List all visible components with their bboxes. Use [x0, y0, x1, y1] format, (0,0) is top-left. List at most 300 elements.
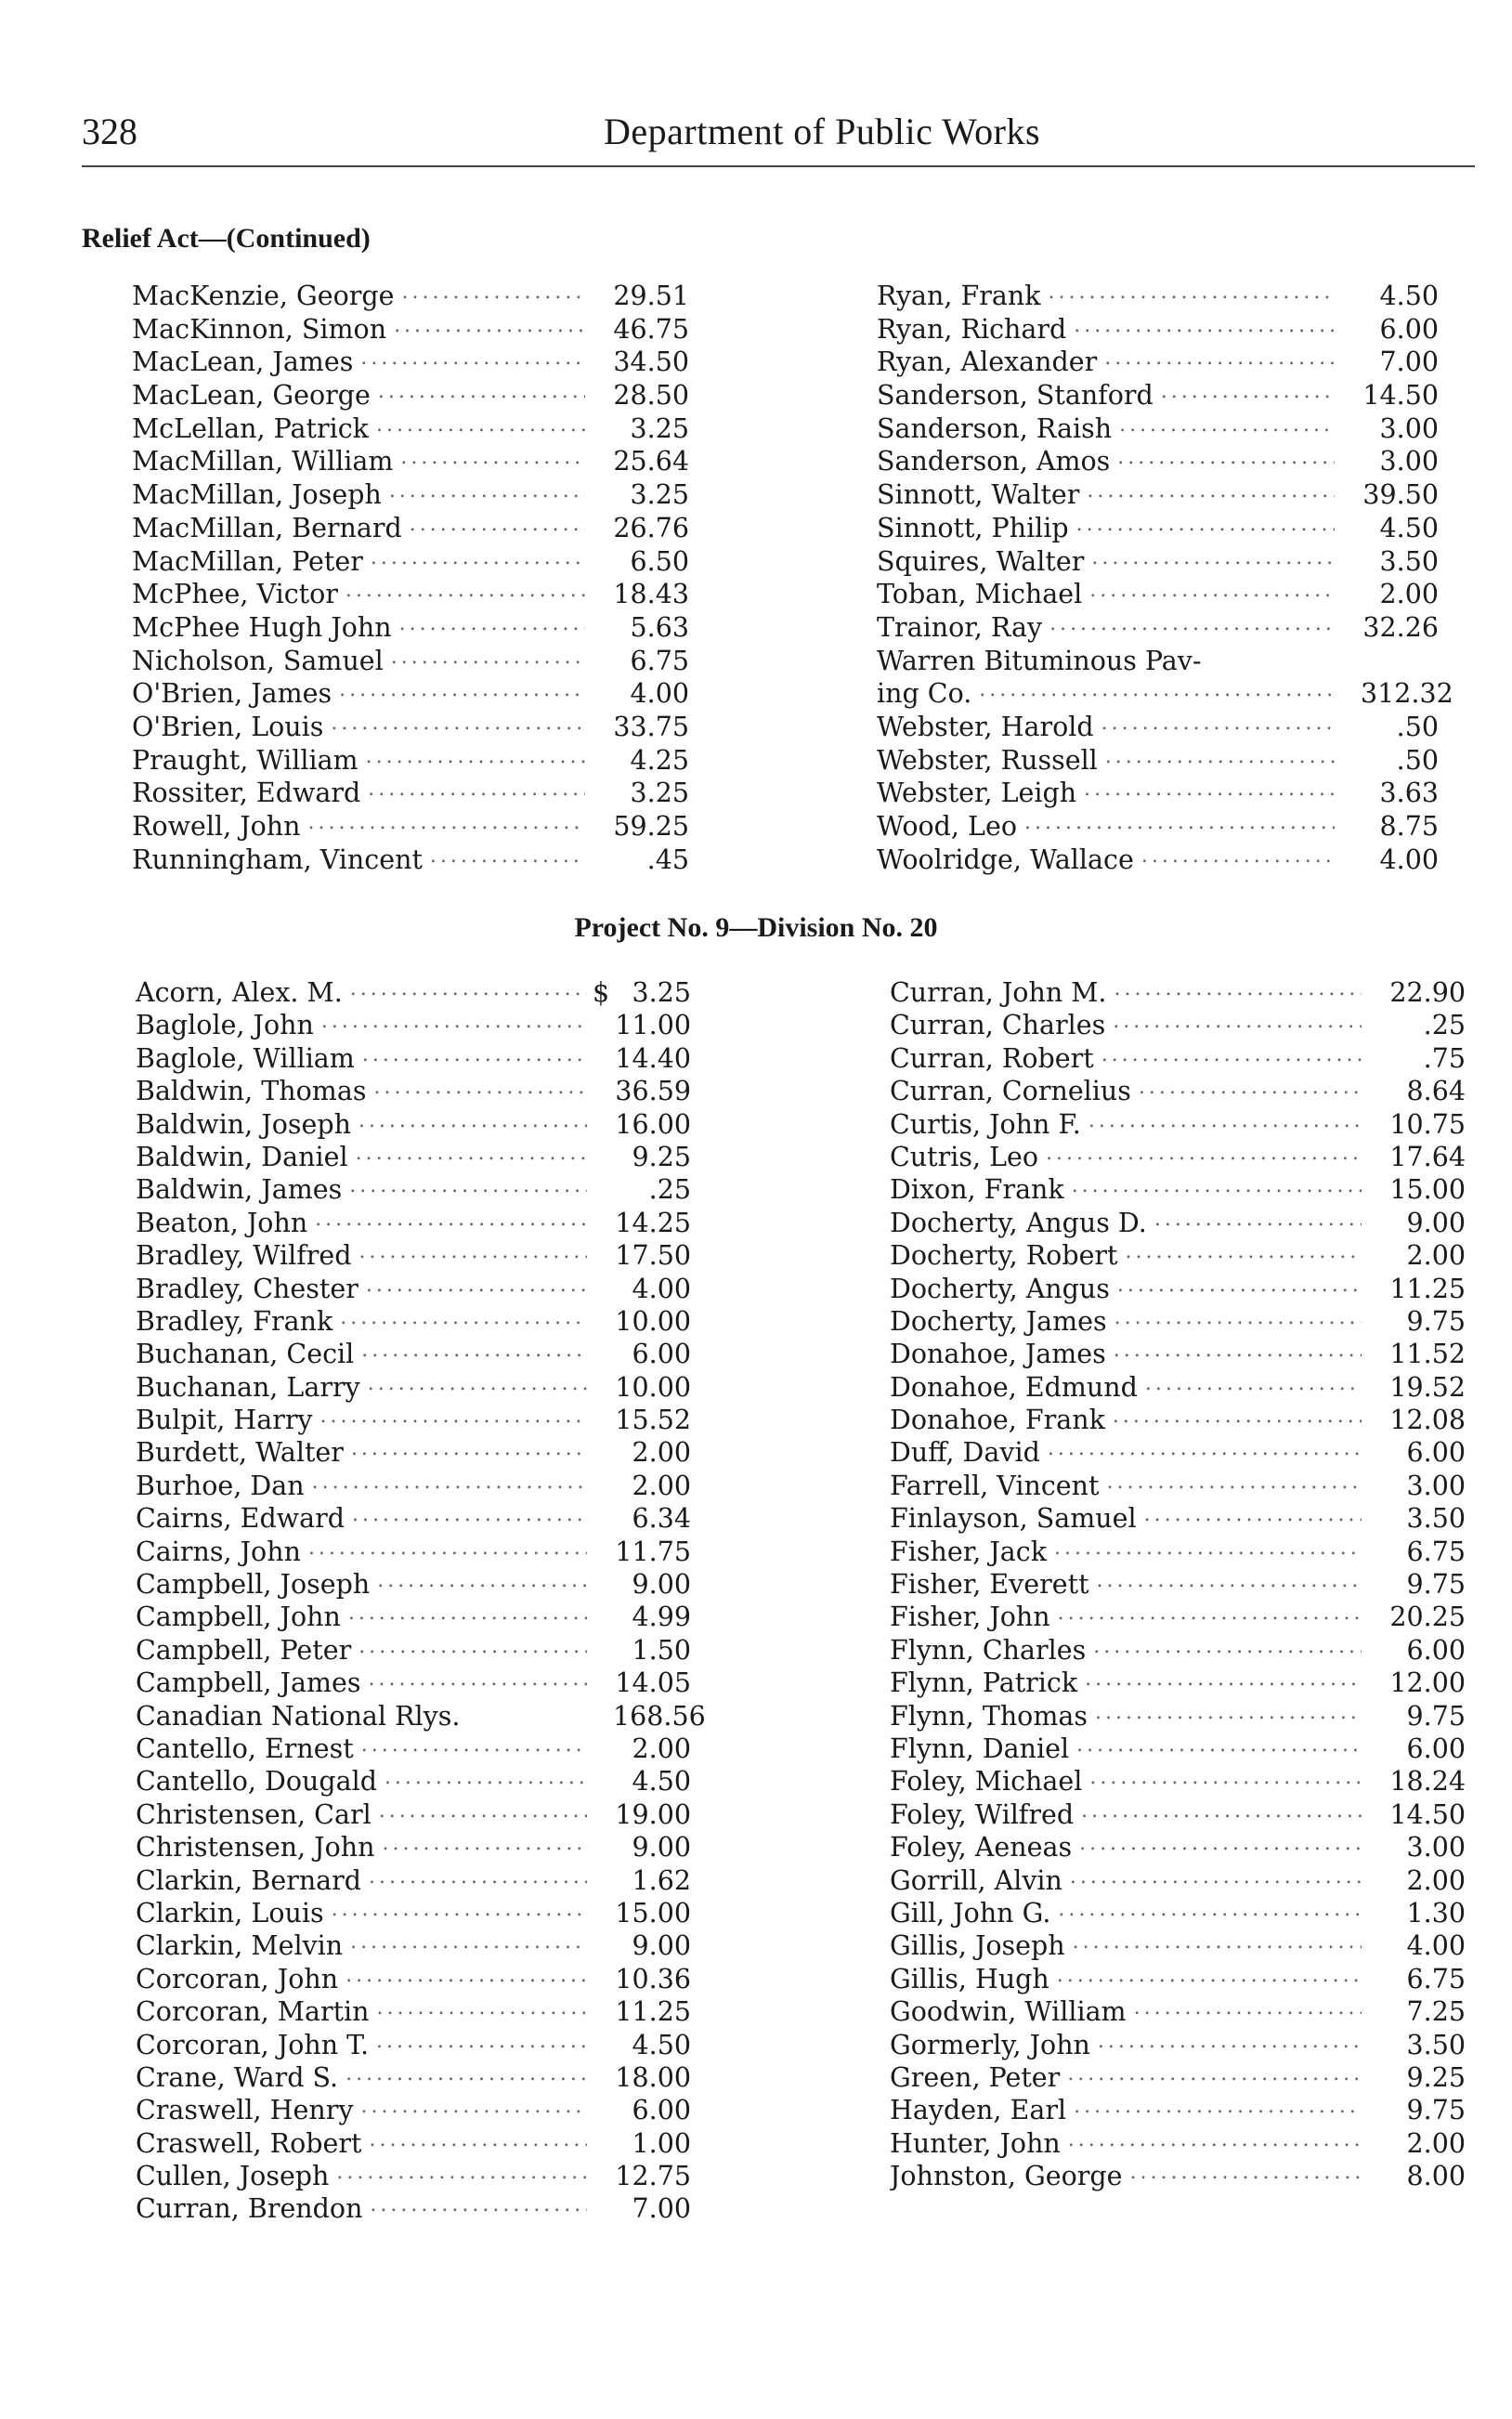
entry-name-text: Buchanan, Cecil: [136, 1339, 355, 1370]
entry-name: [132, 380, 591, 411]
relief-act-column-right: [877, 281, 1453, 877]
dot-leader: [1076, 1733, 1362, 1764]
entry-name: [136, 1964, 593, 1994]
entry-amount: 6.00: [632, 1339, 691, 1370]
dot-leader: [362, 1043, 587, 1074]
dot-leader: [1101, 712, 1335, 742]
entry-name: [132, 844, 591, 875]
list-item: [136, 1964, 691, 1996]
entry-name-text: Green, Peter: [890, 2061, 1061, 2093]
entry-name-text: Christensen, John: [136, 1832, 375, 1863]
entry-name-text: Gormerly, John: [890, 2029, 1090, 2060]
dot-leader: [1049, 612, 1335, 643]
entry-name: [877, 314, 1340, 345]
list-item: [890, 1240, 1466, 1273]
entry-name-text: Cullen, Joseph: [136, 2161, 330, 2192]
entry-amount: 3.00: [1406, 1832, 1466, 1863]
dot-leader: [1073, 1930, 1362, 1961]
dot-leader: [1058, 1602, 1362, 1632]
dot-leader: [1074, 314, 1335, 345]
list-item: [136, 1010, 691, 1042]
entry-name-text: Trainor, Ray: [877, 611, 1043, 643]
list-item: [890, 1733, 1466, 1766]
entry-amount: 19.52: [1389, 1371, 1466, 1403]
page-header: [82, 110, 1475, 153]
list-item: [136, 1503, 691, 1536]
entry-amount: 25.64: [613, 446, 689, 477]
list-item: [890, 2128, 1466, 2161]
entry-name-text: Flynn, Daniel: [890, 1733, 1070, 1764]
entry-name-text: Clarkin, Bernard: [136, 1864, 362, 1896]
entry-amount: 4.25: [630, 744, 689, 776]
entry-amount: 1.30: [1406, 1897, 1466, 1929]
entry-name-text: Flynn, Thomas: [890, 1700, 1088, 1732]
entry-name-text: Curran, Cornelius: [890, 1076, 1131, 1107]
entry-amount: 6.00: [1406, 1733, 1466, 1764]
list-item: [136, 1569, 691, 1602]
entry-name-text: Crane, Ward S.: [136, 2061, 339, 2093]
list-item: [136, 2161, 691, 2193]
entry-name: [136, 1569, 593, 1600]
list-item: [890, 1437, 1466, 1470]
entry-name-text: Webster, Russell: [877, 744, 1098, 776]
dot-leader: [1098, 2030, 1362, 2060]
entry-amount: 33.75: [613, 711, 689, 742]
entry-name-text: Clarkin, Melvin: [136, 1930, 344, 1962]
entry-name-text: Bulpit, Harry: [136, 1405, 313, 1436]
entry-amount: 10.00: [615, 1371, 691, 1403]
entry-name-text: Ryan, Alexander: [877, 347, 1098, 378]
dot-leader: [1114, 1306, 1362, 1337]
entry-name: [877, 844, 1340, 875]
list-item: [877, 347, 1439, 380]
entry-amount: 14.50: [1389, 1798, 1466, 1830]
list-item: [890, 1471, 1466, 1503]
entry-name-text: Webster, Leigh: [877, 778, 1077, 809]
list-item: [136, 1799, 691, 1832]
entry-name-text: Baglole, John: [136, 1010, 314, 1041]
entry-name: [136, 1536, 593, 1567]
entry-name-text: Finlayson, Samuel: [890, 1503, 1137, 1535]
list-item: [136, 1832, 691, 1864]
entry-amount: 4.00: [1406, 1930, 1466, 1962]
entry-name: [890, 977, 1367, 1008]
entry-amount: 3.50: [1406, 2029, 1466, 2060]
entry-amount: 7.00: [1379, 347, 1439, 378]
entry-amount: 14.25: [615, 1207, 691, 1238]
entry-amount: 2.00: [1406, 1240, 1466, 1272]
entry-name-text: Squires, Walter: [877, 545, 1085, 577]
entry-amount: 18.43: [613, 579, 689, 610]
list-item: [877, 314, 1439, 347]
list-item: [136, 1865, 691, 1898]
dot-leader: [1139, 1076, 1362, 1106]
list-item: [890, 1010, 1466, 1042]
dot-leader: [391, 646, 585, 676]
entry-name-text: Foley, Wilfred: [890, 1798, 1075, 1830]
entry-amount: .75: [1423, 1042, 1466, 1074]
list-item: [136, 1733, 691, 1766]
entry-name: [877, 546, 1340, 577]
list-item: [132, 646, 689, 679]
dot-leader: [369, 2128, 587, 2159]
entry-name-text: Campbell, Joseph: [136, 1569, 371, 1601]
dot-leader: [979, 678, 1335, 709]
entry-name-text: Cairns, Edward: [136, 1503, 345, 1535]
list-item: [890, 2161, 1466, 2193]
entry-amount: 14.05: [615, 1667, 691, 1699]
entry-name-text: Hunter, John: [890, 2127, 1061, 2159]
entry-amount: 3.25: [630, 778, 689, 809]
dot-leader: [348, 1602, 587, 1632]
list-item: [136, 1174, 691, 1207]
list-item: [136, 2095, 691, 2127]
running-head: Department of Public Works: [604, 111, 1041, 152]
entry-name-text: Gorrill, Alvin: [890, 1864, 1062, 1896]
entry-amount: .50: [1396, 744, 1439, 776]
list-item: [890, 1996, 1466, 2029]
dot-leader: [315, 1208, 587, 1238]
entry-name-text: Donahoe, Edmund: [890, 1371, 1138, 1403]
list-item: [890, 977, 1466, 1010]
entry-name-text: MacKenzie, George: [132, 281, 395, 311]
list-item: [136, 1274, 691, 1306]
entry-name: [890, 1635, 1367, 1666]
entry-name: [877, 281, 1340, 311]
entry-name-text: MacMillan, William: [132, 446, 394, 477]
entry-amount: 3.25: [632, 977, 691, 1008]
entry-name-text: Cantello, Dougald: [136, 1766, 377, 1798]
entry-name-text: Baldwin, Daniel: [136, 1141, 348, 1172]
entry-amount: 10.00: [615, 1305, 691, 1337]
dot-leader: [1054, 1536, 1362, 1567]
entry-name: [132, 778, 591, 808]
list-item: [877, 281, 1439, 314]
entry-amount: 26.76: [613, 512, 689, 543]
relief-act-column-left: [132, 281, 689, 877]
entry-name: [890, 1109, 1367, 1140]
entry-name-text: Foley, Michael: [890, 1766, 1083, 1798]
list-item: [890, 1076, 1466, 1108]
entry-name-text: Baldwin, Joseph: [136, 1108, 351, 1140]
entry-name: [136, 1635, 593, 1666]
list-item: [890, 1569, 1466, 1602]
entry-name: [132, 579, 591, 609]
entry-amount: 1.50: [632, 1634, 691, 1666]
dot-leader: [1084, 778, 1335, 808]
entry-name: [136, 977, 593, 1008]
list-item: [877, 413, 1439, 447]
entry-name: [877, 513, 1340, 543]
dot-leader: [1089, 1766, 1362, 1797]
entry-name-text: Cutris, Leo: [890, 1141, 1039, 1172]
list-item: [890, 1174, 1466, 1207]
dot-leader: [332, 1898, 587, 1929]
entry-name-text: Docherty, Angus: [890, 1273, 1110, 1304]
entry-name: [890, 2128, 1367, 2159]
dot-leader: [358, 1109, 587, 1140]
entry-name: [136, 1010, 593, 1040]
entry-name: [890, 1208, 1367, 1238]
entry-amount: 11.00: [615, 1010, 691, 1041]
entry-amount: 312.32: [1361, 678, 1453, 710]
list-item: [877, 745, 1439, 778]
list-item: [132, 546, 689, 580]
entry-name-text: Wood, Leo: [877, 811, 1017, 842]
entry-name-text: Ryan, Richard: [877, 313, 1067, 345]
entry-amount: 7.25: [1406, 1996, 1466, 2028]
page-number: 328: [82, 111, 137, 152]
dot-leader: [1074, 2095, 1362, 2125]
list-item: [877, 678, 1453, 712]
entry-amount: 2.00: [1406, 2127, 1466, 2159]
list-item: [136, 1109, 691, 1142]
entry-name-text: Docherty, Robert: [890, 1240, 1118, 1272]
entry-name-text: Baldwin, Thomas: [136, 1076, 367, 1107]
list-item: [890, 1208, 1466, 1240]
entry-amount: 15.52: [615, 1405, 691, 1436]
entry-name: [877, 745, 1340, 776]
entry-name: [890, 1503, 1367, 1534]
entry-name: [890, 1602, 1367, 1632]
dot-leader: [400, 446, 585, 477]
entry-amount: 4.50: [632, 1766, 691, 1798]
entry-name: [136, 2095, 593, 2125]
entry-amount: 8.75: [1379, 811, 1439, 842]
entry-name-text: Ryan, Frank: [877, 281, 1041, 311]
entry-amount: 4.00: [632, 1273, 691, 1304]
entry-name-text: Sanderson, Stanford: [877, 380, 1154, 412]
list-item: [890, 1043, 1466, 1076]
entry-amount: 12.00: [1389, 1667, 1466, 1699]
entry-name: [136, 1701, 593, 1732]
list-item: [890, 1930, 1466, 1963]
entry-amount: 2.00: [632, 1437, 691, 1469]
entry-name-text: ing Co.: [877, 678, 972, 710]
list-item: [136, 1339, 691, 1371]
entry-name: [136, 1339, 593, 1369]
entry-amount: 168.56: [613, 1700, 706, 1732]
dot-leader: [1068, 2128, 1362, 2159]
entry-name: [136, 1667, 593, 1698]
entry-name-text: Bradley, Wilfred: [136, 1240, 352, 1272]
dot-leader: [358, 1635, 587, 1666]
list-item: [890, 2062, 1466, 2095]
entry-name-text: Craswell, Henry: [136, 2095, 354, 2126]
entry-name: [890, 1536, 1367, 1567]
dot-leader: [1049, 281, 1335, 311]
list-item: [890, 2095, 1466, 2127]
dot-leader: [1095, 1701, 1362, 1732]
entry-name-text: Donahoe, James: [890, 1339, 1106, 1370]
entry-amount: 9.75: [1406, 1305, 1466, 1337]
entry-amount: 3.00: [1379, 412, 1439, 444]
entry-amount: 59.25: [613, 811, 689, 842]
entry-name: [136, 1208, 593, 1238]
entry-name: [132, 646, 591, 676]
dot-leader: [368, 1667, 587, 1698]
entry-name-text: Rossiter, Edward: [132, 778, 361, 809]
entry-amount: 18.00: [615, 2061, 691, 2093]
entry-amount: 9.75: [1406, 2095, 1466, 2126]
entry-name-text: Craswell, Robert: [136, 2127, 362, 2159]
entry-name-text: Christensen, Carl: [136, 1798, 371, 1830]
entry-amount: 2.00: [632, 1733, 691, 1764]
list-item: [132, 579, 689, 612]
spacer: [460, 1701, 593, 1732]
dot-leader: [1134, 1996, 1362, 2027]
entry-amount: 3.25: [630, 479, 689, 511]
entry-amount: 6.50: [630, 545, 689, 577]
entry-amount: 16.00: [615, 1108, 691, 1140]
list-item: [877, 479, 1439, 513]
list-item: [132, 347, 689, 380]
entry-amount: 6.00: [1379, 313, 1439, 345]
dot-leader: [1105, 745, 1335, 776]
entry-name: [132, 712, 591, 742]
dot-leader: [1141, 844, 1335, 875]
entry-name: [890, 1865, 1367, 1896]
list-item: [136, 1240, 691, 1273]
entry-name: [877, 778, 1340, 808]
entry-amount: .25: [648, 1174, 691, 1206]
dot-leader: [1126, 1240, 1362, 1271]
dot-leader: [360, 347, 585, 377]
entry-amount: 9.00: [632, 1930, 691, 1962]
list-item: [890, 1306, 1466, 1339]
entry-name: [132, 678, 591, 709]
dot-leader: [308, 1536, 587, 1567]
entry-name-text: Sinnott, Philip: [877, 512, 1069, 543]
list-item: [877, 844, 1439, 878]
entry-name: [877, 712, 1340, 742]
entry-name: [890, 2161, 1367, 2191]
list-item: [132, 513, 689, 546]
dot-leader: [1091, 546, 1335, 577]
entry-amount: 9.25: [632, 1141, 691, 1172]
entry-amount: 4.50: [1379, 512, 1439, 543]
entry-name-text: Baldwin, James: [136, 1174, 343, 1206]
entry-name: [890, 2030, 1367, 2060]
dot-leader: [369, 1865, 587, 1896]
dot-leader: [312, 1471, 587, 1501]
entry-name: [877, 413, 1340, 444]
entry-name: [890, 1076, 1367, 1106]
section-heading: Relief Act—(Continued): [82, 223, 371, 254]
entry-name: [890, 1043, 1367, 1074]
dot-leader: [1072, 1174, 1362, 1205]
entry-amount: 22.90: [1389, 977, 1466, 1008]
entry-name: [136, 1766, 593, 1797]
entry-name: [890, 2062, 1367, 2093]
list-item: [136, 1602, 691, 1634]
dot-leader: [1130, 2161, 1362, 2191]
entry-amount: 10.75: [1389, 1108, 1466, 1140]
dot-leader: [1145, 1372, 1362, 1403]
entry-name: [877, 811, 1340, 842]
dot-leader: [430, 844, 585, 875]
entry-name-text: Fisher, Jack: [890, 1536, 1047, 1567]
dot-leader: [371, 546, 585, 577]
entry-name: [132, 479, 591, 510]
dot-leader: [1114, 977, 1362, 1008]
dot-leader: [345, 2062, 587, 2093]
entry-name-text: Corcoran, John: [136, 1963, 339, 1994]
dot-leader: [356, 1142, 587, 1172]
dot-leader: [1048, 1437, 1362, 1468]
entry-name: [890, 1667, 1367, 1698]
list-item: [132, 314, 689, 347]
entry-name: [132, 314, 591, 345]
dot-leader: [340, 1306, 587, 1337]
entry-amount: 1.62: [632, 1864, 691, 1896]
list-item: [877, 712, 1439, 745]
list-item: [136, 1208, 691, 1240]
entry-name-text: Clarkin, Louis: [136, 1897, 324, 1929]
entry-amount: 2.00: [1379, 579, 1439, 610]
dot-leader: [394, 314, 585, 345]
entry-name: [890, 1471, 1367, 1501]
dot-leader: [1089, 579, 1335, 609]
entry-amount: 8.64: [1406, 1076, 1466, 1107]
entry-amount: 6.75: [1406, 1536, 1466, 1567]
entry-name: [136, 1471, 593, 1501]
entry-amount: 11.75: [615, 1536, 691, 1567]
entry-name: [132, 446, 591, 477]
entry-amount: 7.00: [632, 2193, 691, 2225]
entry-amount: 32.26: [1362, 611, 1439, 643]
list-item: [136, 1536, 691, 1569]
entry-name: [890, 1339, 1367, 1369]
list-item: [136, 1142, 691, 1174]
dot-leader: [1106, 1471, 1362, 1501]
entry-name: [890, 1799, 1367, 1830]
currency-sign: $: [593, 977, 610, 1008]
entry-amount: 6.00: [1406, 1437, 1466, 1469]
dot-leader: [351, 1437, 587, 1468]
entry-name-text: Goodwin, William: [890, 1996, 1127, 2028]
entry-name-text: McPhee Hugh John: [132, 611, 392, 643]
entry-name-text: Cantello, Ernest: [136, 1733, 354, 1764]
dot-leader: [331, 712, 585, 742]
dot-leader: [350, 977, 587, 1008]
dot-leader: [359, 1240, 587, 1271]
list-item: [890, 1667, 1466, 1700]
entry-name-text: Dixon, Frank: [890, 1174, 1064, 1206]
entry-name: [136, 1405, 593, 1435]
list-item: [890, 1635, 1466, 1667]
dot-leader: [373, 1076, 587, 1106]
list-item: [877, 811, 1439, 844]
list-item: [890, 1274, 1466, 1306]
list-item: [136, 1930, 691, 1963]
dot-leader: [382, 1832, 587, 1863]
entry-name: [136, 1799, 593, 1830]
dot-leader: [402, 281, 585, 311]
entry-name: [136, 1372, 593, 1403]
dot-leader: [370, 2193, 587, 2224]
entry-amount: .50: [1396, 711, 1439, 742]
dot-leader: [366, 1274, 587, 1304]
entry-name: [136, 1306, 593, 1337]
list-item: [132, 446, 689, 479]
list-item: [877, 579, 1439, 612]
list-item: [136, 1372, 691, 1405]
list-item: [136, 1667, 691, 1700]
entry-name-text: Sanderson, Amos: [877, 446, 1111, 477]
entry-name: [890, 1996, 1367, 2027]
list-item: [877, 446, 1439, 479]
